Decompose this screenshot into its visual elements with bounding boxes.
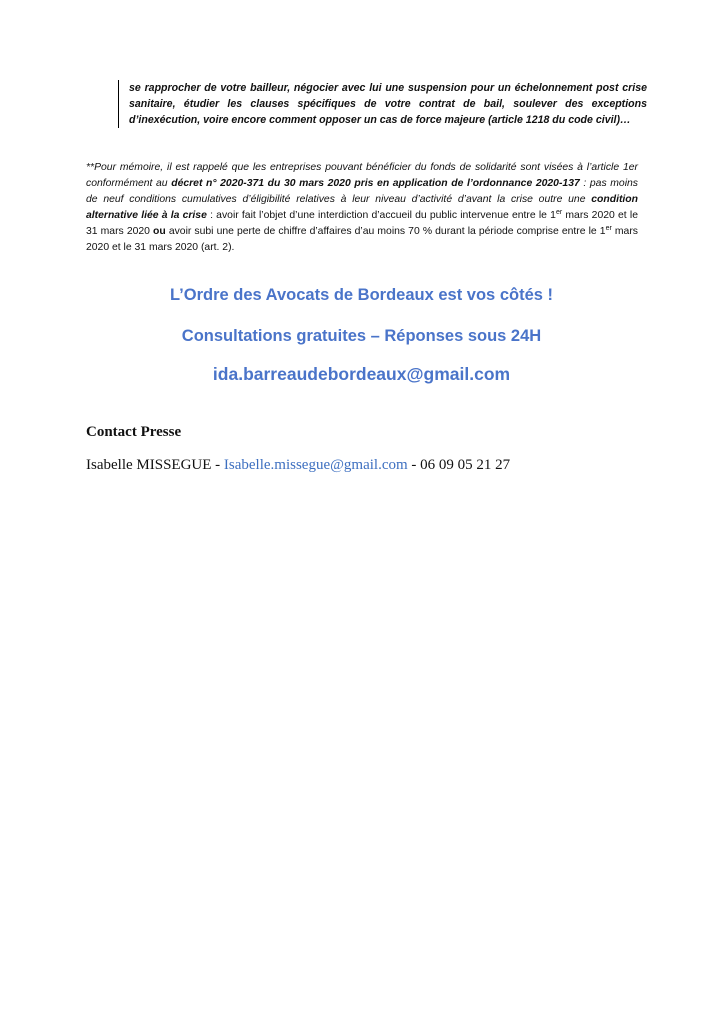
footnote-paragraph: [86, 160, 638, 256]
note-loss: avoir subi une perte de chiffre d’affaires d’au moins 70 % durant la période comprise entre le 1: [165, 226, 606, 237]
contact-line: [86, 457, 510, 474]
note-interdiction: : avoir fait l’objet d’une interdiction d’accueil du public intervenue entre le 1: [206, 210, 556, 221]
note-sup-2: er: [605, 225, 612, 232]
quote-text: se rapprocher de votre bailleur, négocier avec lui une suspension pour un échelonnement post crise sanitaire, étudier les clauses spécifiques de votre contrat de bail, soulever des exceptions d’inexécution, voire encore comment opposer un cas de force majeure (article 1218 du code civil)…: [129, 82, 647, 126]
subheadline: Consultations gratuites – Réponses sous 24H: [181, 327, 542, 345]
contact-title: Contact Presse: [86, 424, 182, 440]
note-sup-1: er: [555, 209, 563, 216]
contact-email-link[interactable]: Isabelle.missegue@gmail.com: [223, 457, 408, 473]
note-conditions: : pas moins de neuf conditions cumulatives d’éligibilité relatives à leur niveau d’activité d’avant la crise outre une: [86, 178, 638, 205]
note-or: ou: [153, 226, 166, 237]
headline: L’Ordre des Avocats de Bordeaux est vos côtés !: [170, 286, 553, 304]
note-end: mars 2020 et le 31 mars 2020 (art. 2).: [86, 226, 638, 253]
contact-phone: 06 09 05 21 27: [420, 457, 511, 473]
quote-block: [118, 80, 647, 128]
note-alternative-condition: condition alternative liée à la crise: [86, 194, 638, 221]
note-dates: mars 2020 et le 31 mars 2020: [86, 210, 638, 237]
contact-separator: -: [211, 457, 224, 473]
contact-separator-2: -: [407, 457, 421, 473]
contact-email[interactable]: ida.barreaudebordeaux@gmail.com: [212, 364, 511, 384]
contact-name: Isabelle MISSEGUE: [86, 457, 212, 473]
note-decree: décret n° 2020-371 du 30 mars 2020 pris en application de l’ordonnance 2020-137: [171, 178, 580, 189]
note-intro: **Pour mémoire, il est rappelé que les entreprises pouvant bénéficier du fonds de solidarité sont visées à l’article 1er conformément au: [86, 162, 638, 189]
